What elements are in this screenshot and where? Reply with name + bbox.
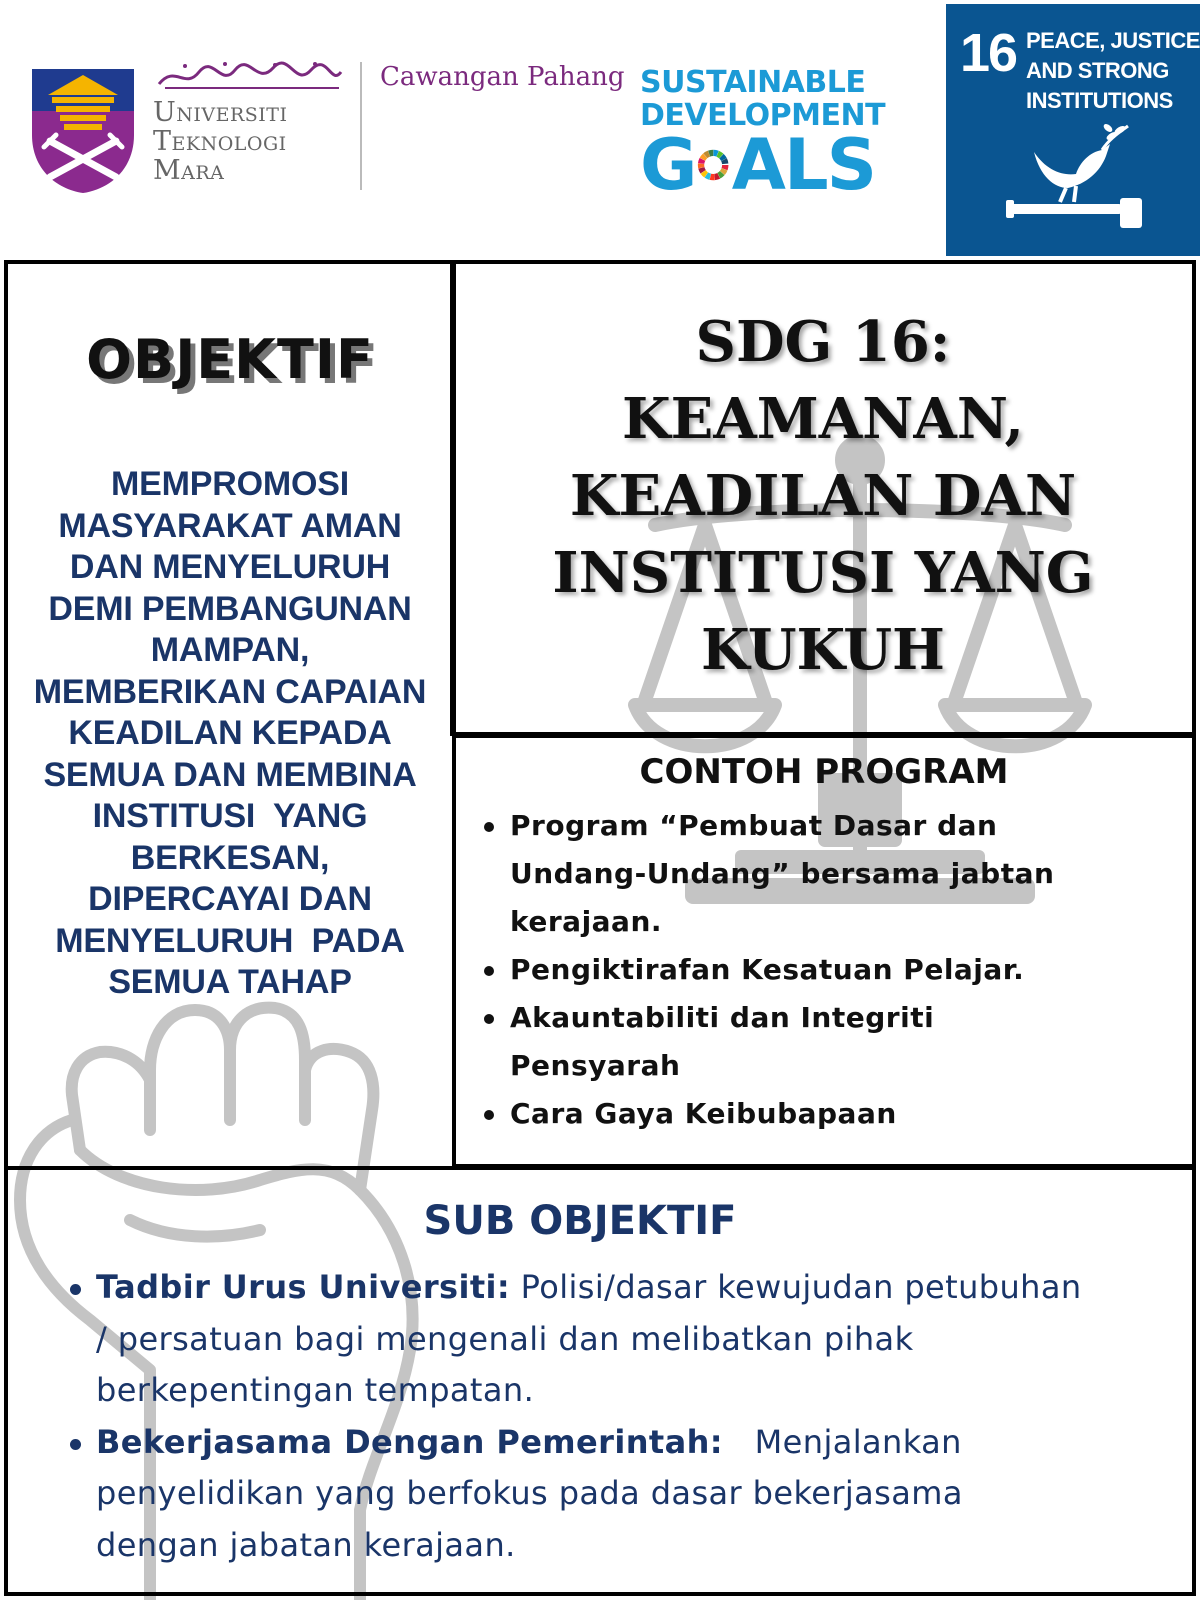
- objektif-panel: [4, 260, 456, 1170]
- goals-prefix: G: [640, 124, 696, 206]
- objektif-line: MENYELURUH PADA: [55, 921, 405, 960]
- sdg16-title-line: AND STRONG: [1026, 58, 1169, 83]
- sdg-logo-line: DEVELOPMENT: [640, 98, 886, 133]
- objektif-line: BERKESAN,: [130, 838, 330, 877]
- sub-objektif-panel: [4, 1166, 1196, 1596]
- objektif-heading: OBJEKTIF: [86, 328, 374, 391]
- uitm-name-line: Universiti: [153, 97, 288, 128]
- list-item-line: / persatuan bagi mengenali dan melibatkan pihak: [96, 1319, 914, 1358]
- objektif-line: SEMUA TAHAP: [108, 963, 352, 1001]
- objektif-line: KEADILAN KEPADA: [68, 714, 392, 752]
- list-item-text: Polisi/dasar kewujudan petubuhan: [510, 1268, 1082, 1306]
- logo-divider: [360, 62, 362, 190]
- uitm-jawi-name: [155, 60, 345, 92]
- jawi-script-graphic: [155, 60, 345, 92]
- sdg-logo: [640, 65, 886, 206]
- contoh-program-heading: CONTOH PROGRAM: [639, 752, 1009, 792]
- sdg16-title: [1026, 26, 1200, 116]
- sdg-title-line: KUKUH: [701, 617, 945, 683]
- list-item-line: Cara Gaya Keibubapaan: [510, 1097, 897, 1130]
- contoh-program-list: [504, 802, 1184, 1138]
- header: [0, 0, 1200, 258]
- uitm-name: [153, 98, 287, 185]
- list-item-label: Bekerjasama Dengan Pemerintah:: [96, 1422, 723, 1461]
- uitm-name-line: Mara: [153, 155, 225, 186]
- list-item-line: [96, 1262, 1176, 1314]
- list-item: [504, 946, 1184, 994]
- sdg-title: [454, 304, 1192, 689]
- list-item-line: Pengiktirafan Kesatuan Pelajar.: [510, 953, 1025, 986]
- sdg-logo-line: SUSTAINABLE: [640, 65, 866, 100]
- sdg-title-line: INSTITUSI YANG: [552, 540, 1094, 606]
- list-item-line: Undang-Undang” bersama jabtan: [510, 857, 1055, 890]
- objektif-line: MEMPROMOSI: [111, 465, 349, 503]
- uitm-crest-logo: [28, 65, 138, 195]
- list-item: [504, 802, 1184, 946]
- dove-gavel-icon: [1006, 122, 1146, 232]
- objektif-line: DEMI PEMBANGUNAN: [48, 589, 412, 628]
- list-item: [96, 1262, 1176, 1417]
- list-item-line: dengan jabatan kerajaan.: [96, 1525, 516, 1564]
- list-item: [504, 994, 1184, 1090]
- goals-suffix: ALS: [731, 124, 875, 206]
- list-item: [504, 1090, 1184, 1138]
- sdg-title-line: KEADILAN DAN: [569, 463, 1077, 529]
- objektif-line: MASYARAKAT AMAN: [58, 506, 402, 545]
- list-item-line: Akauntabiliti dan Integriti: [510, 1001, 935, 1034]
- objektif-line: MAMPAN,: [150, 631, 310, 669]
- sdg-color-wheel-icon: [697, 137, 729, 193]
- list-item-line: Pensyarah: [510, 1049, 681, 1082]
- objektif-line: DIPERCAYAI DAN: [88, 880, 372, 918]
- list-item-text: Menjalankan: [722, 1422, 962, 1461]
- objektif-text: [8, 464, 452, 1004]
- list-item-line: penyelidikan yang berfokus pada dasar bekerjasama: [96, 1474, 963, 1512]
- sdg16-title-line: INSTITUTIONS: [1026, 88, 1173, 113]
- list-item-line: Program “Pembuat Dasar dan: [510, 809, 998, 842]
- list-item-line: kerajaan.: [510, 905, 663, 938]
- sub-objektif-heading: SUB OBJEKTIF: [423, 1198, 737, 1244]
- uitm-name-line: Teknologi: [153, 126, 287, 157]
- objektif-line: MEMBERIKAN CAPAIAN: [33, 672, 427, 711]
- sdg-title-panel: [450, 260, 1196, 736]
- sdg16-tile: [946, 4, 1200, 256]
- list-item: [96, 1417, 1176, 1572]
- contoh-program-panel: [452, 734, 1196, 1168]
- list-item-line: [96, 1417, 1176, 1469]
- sdg-goals-word: [640, 124, 875, 206]
- objektif-line: DAN MENYELURUH: [69, 548, 391, 586]
- list-item-line: berkepentingan tempatan.: [96, 1371, 535, 1409]
- sdg16-number: 16: [960, 23, 1017, 83]
- sdg-title-line: SDG 16:: [695, 309, 951, 375]
- sdg16-title-line: PEACE, JUSTICE: [1026, 28, 1200, 53]
- objektif-line: INSTITUSI YANG: [92, 797, 368, 835]
- sdg-title-line: KEAMANAN,: [622, 386, 1024, 452]
- cawangan-label: Cawangan Pahang: [380, 62, 625, 92]
- sub-objektif-list: [96, 1262, 1176, 1571]
- list-item-label: Tadbir Urus Universiti:: [96, 1268, 511, 1306]
- objektif-line: SEMUA DAN MEMBINA: [43, 755, 417, 794]
